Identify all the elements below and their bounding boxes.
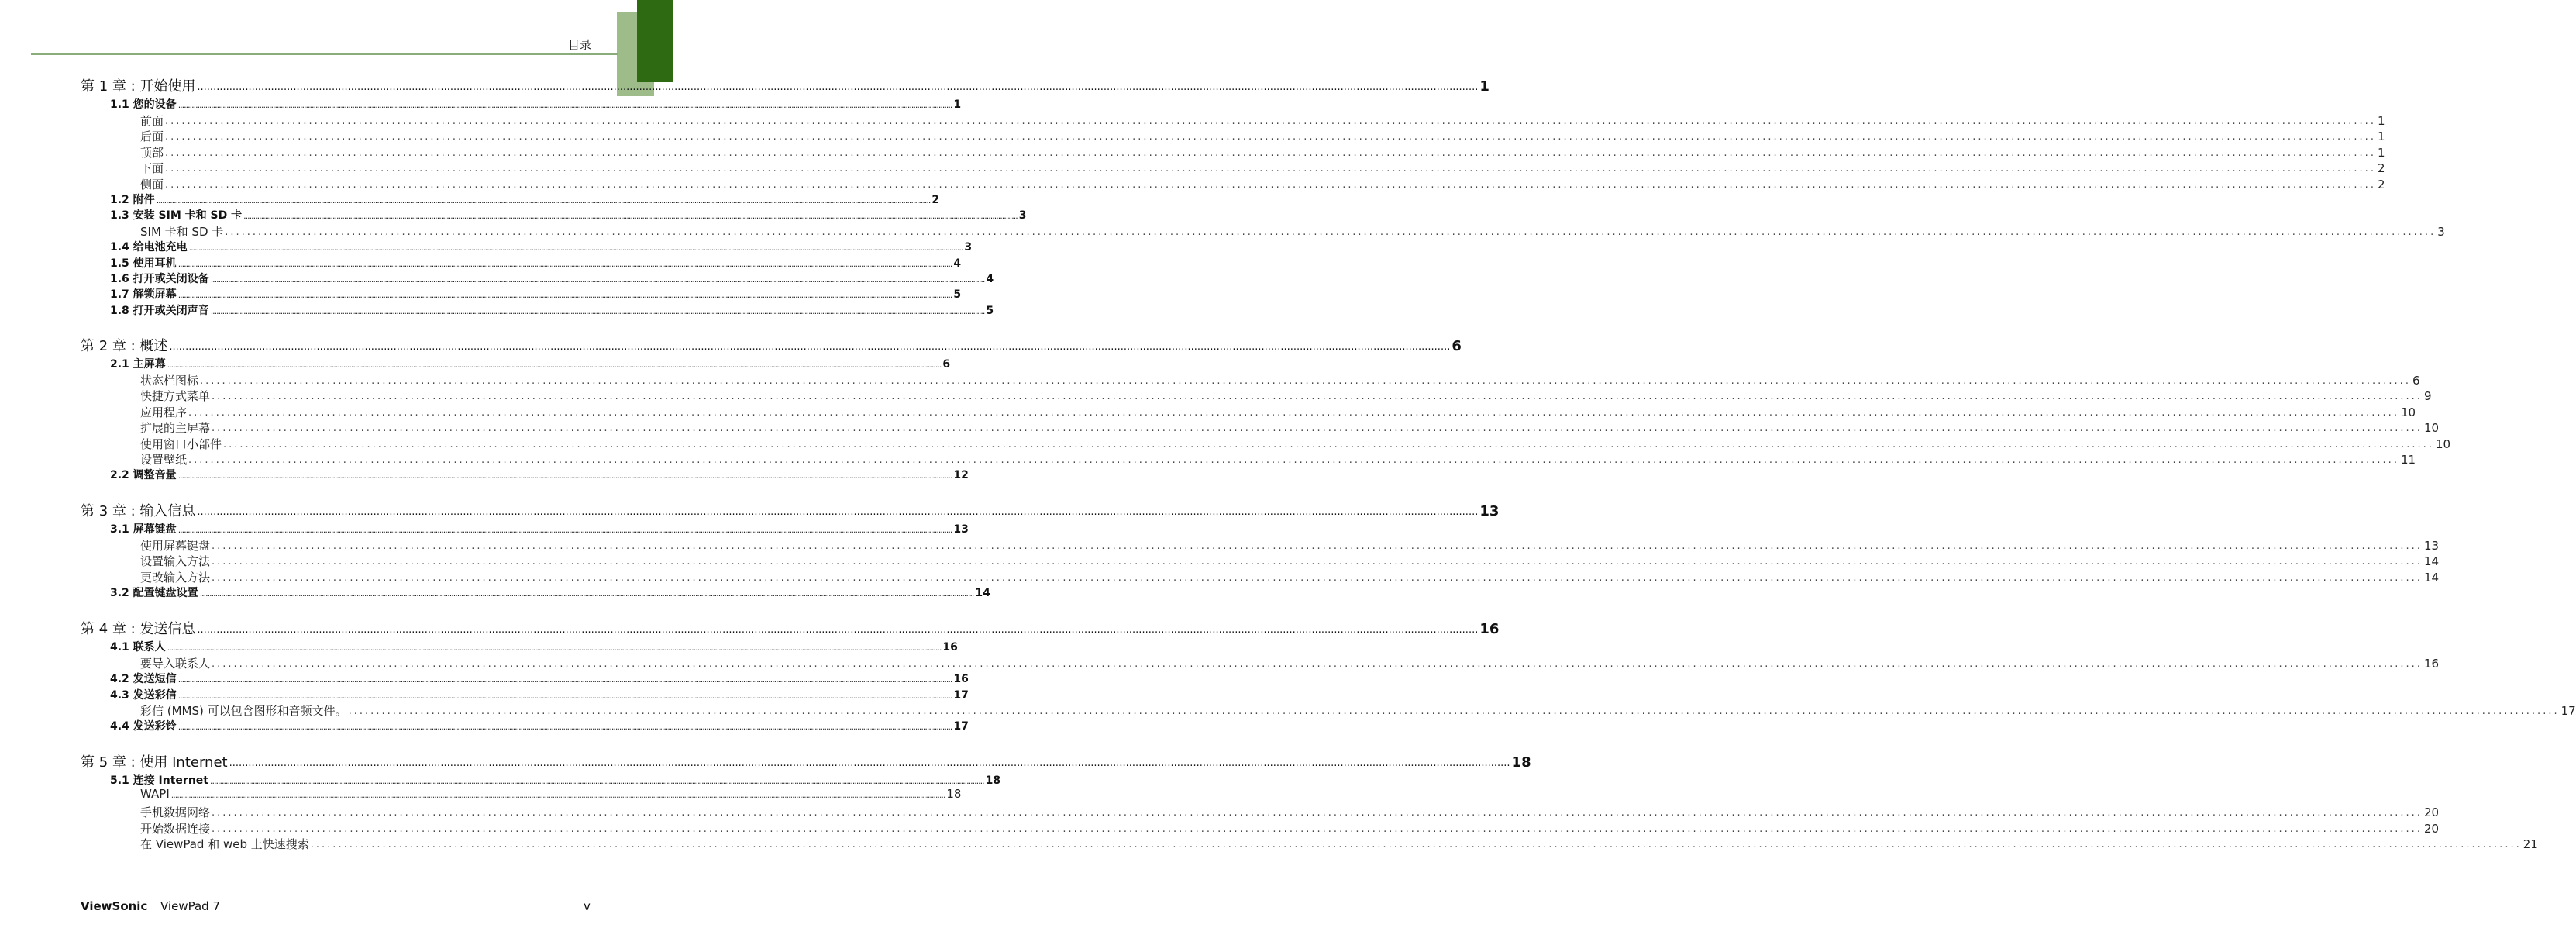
toc-subsection-entry[interactable] — [140, 787, 962, 801]
toc-subsection-entry[interactable] — [140, 554, 2440, 568]
toc-entry-page: 13 — [953, 523, 969, 536]
toc-section-entry[interactable] — [110, 98, 962, 111]
toc-entry-page: 1 — [2377, 129, 2385, 143]
toc-entry-page: 3 — [2437, 225, 2445, 239]
toc-entry-page: 20 — [2423, 822, 2440, 836]
toc-chapter-entry[interactable] — [81, 78, 1489, 95]
toc-entry-page: 5 — [953, 288, 962, 301]
toc-entry-label: 顶部 — [140, 146, 164, 160]
toc-entry-page: 1 — [2377, 114, 2385, 128]
toc-entry-label: 4.2 发送短信 — [110, 673, 177, 685]
toc-leader-dots: ................................................................................................................................................................................................................................................................................................................................................................................................................ — [165, 147, 2376, 159]
toc-leader-dots: ................................................................................................................................................................................................................................................................................................................................................................................................................ — [197, 506, 1479, 518]
toc-leader-dots: ................................................................................................................................................................................................................................................................................................................................................................................................................ — [177, 722, 952, 732]
toc-subsection-entry[interactable] — [140, 374, 2420, 388]
toc-entry-page: 5 — [986, 305, 994, 317]
toc-leader-dots: ................................................................................................................................................................................................................................................................................................................................................................................................................ — [212, 658, 2423, 670]
toc-entry-page: 18 — [985, 774, 1001, 787]
toc-leader-dots: ................................................................................................................................................................................................................................................................................................................................................................................................................ — [200, 375, 2411, 387]
toc-leader-dots: ................................................................................................................................................................................................................................................................................................................................................................................................................ — [177, 290, 952, 300]
toc-leader-dots: ................................................................................................................................................................................................................................................................................................................................................................................................................ — [156, 195, 931, 205]
toc-entry-page: 21 — [2523, 837, 2538, 851]
toc-entry-label: 第 2 章 : 概述 — [81, 338, 168, 354]
toc-leader-dots: ................................................................................................................................................................................................................................................................................................................................................................................................................ — [165, 163, 2376, 174]
toc-entry-label: 4.4 发送彩铃 — [110, 720, 177, 733]
toc-entry-page: 17 — [2561, 704, 2576, 718]
toc-entry-label: 1.4 给电池充电 — [110, 241, 188, 254]
toc-section-entry[interactable] — [110, 689, 969, 702]
toc-leader-dots: ................................................................................................................................................................................................................................................................................................................................................................................................................ — [310, 839, 2522, 850]
toc-leader-dots: ................................................................................................................................................................................................................................................................................................................................................................................................................ — [169, 341, 1451, 353]
toc-leader-dots: ................................................................................................................................................................................................................................................................................................................................................................................................................ — [223, 439, 2434, 450]
toc-entry-label: 1.3 安装 SIM 卡和 SD 卡 — [110, 209, 243, 222]
toc-leader-dots: ................................................................................................................................................................................................................................................................................................................................................................................................................ — [210, 274, 985, 285]
toc-section-entry[interactable] — [110, 469, 969, 481]
toc-entry-page: 14 — [2423, 554, 2440, 568]
toc-entry-page: 4 — [986, 273, 994, 285]
toc-entry-label: 1.5 使用耳机 — [110, 257, 177, 270]
toc-leader-dots: ................................................................................................................................................................................................................................................................................................................................................................................................................ — [209, 776, 984, 786]
toc-entry-label: 设置输入方法 — [140, 554, 211, 568]
toc-entry-label: 更改输入方法 — [140, 571, 211, 585]
footer-model: ViewPad 7 — [160, 899, 220, 913]
toc-entry-label: SIM 卡和 SD 卡 — [140, 225, 224, 239]
toc-entry-label: 第 3 章 : 输入信息 — [81, 503, 196, 519]
toc-leader-dots: ................................................................................................................................................................................................................................................................................................................................................................................................................ — [177, 100, 952, 110]
toc-entry-page: 18 — [946, 787, 962, 801]
toc-subsection-entry[interactable] — [140, 822, 2440, 836]
toc-section-entry[interactable] — [110, 641, 958, 654]
toc-entry-label: 在 ViewPad 和 web 上快速搜索 — [140, 837, 309, 851]
toc-entry-page: 16 — [953, 673, 969, 685]
toc-subsection-entry[interactable] — [140, 805, 2440, 819]
toc-subsection-entry[interactable] — [140, 657, 2440, 671]
toc-leader-dots: ................................................................................................................................................................................................................................................................................................................................................................................................................ — [197, 624, 1479, 636]
toc-entry-label: 第 4 章 : 发送信息 — [81, 621, 196, 637]
toc-entry-page: 2 — [2377, 161, 2385, 175]
toc-entry-label: 1.1 您的设备 — [110, 98, 177, 111]
toc-leader-dots: ................................................................................................................................................................................................................................................................................................................................................................................................................ — [177, 525, 952, 535]
toc-entry-label: 手机数据网络 — [140, 805, 211, 819]
toc-subsection-entry[interactable] — [140, 837, 2538, 851]
toc-chapter-entry[interactable] — [81, 338, 1462, 354]
toc-entry-label: 第 5 章 : 使用 Internet — [81, 754, 228, 771]
toc-entry-label: 4.1 联系人 — [110, 641, 166, 654]
toc-section-entry[interactable] — [110, 305, 994, 317]
toc-entry-page: 16 — [2423, 657, 2440, 671]
toc-leader-dots: ................................................................................................................................................................................................................................................................................................................................................................................................................ — [229, 757, 1510, 769]
toc-leader-dots: ................................................................................................................................................................................................................................................................................................................................................................................................................ — [225, 226, 2437, 238]
toc-leader-dots: ................................................................................................................................................................................................................................................................................................................................................................................................................ — [212, 572, 2423, 584]
toc-leader-dots: ................................................................................................................................................................................................................................................................................................................................................................................................................ — [177, 674, 952, 685]
toc-entry-page: 16 — [1479, 621, 1500, 637]
page-title: 目录 — [568, 38, 592, 52]
toc-entry-page: 1 — [2377, 146, 2385, 160]
toc-entry-page: 6 — [942, 358, 951, 371]
toc-entry-label: 1.6 打开或关闭设备 — [110, 273, 209, 285]
toc-leader-dots: ................................................................................................................................................................................................................................................................................................................................................................................................................ — [212, 423, 2423, 434]
toc-leader-dots: ................................................................................................................................................................................................................................................................................................................................................................................................................ — [243, 211, 1018, 221]
toc-entry-label: 使用窗口小部件 — [140, 437, 222, 451]
toc-leader-dots: ................................................................................................................................................................................................................................................................................................................................................................................................................ — [210, 306, 985, 316]
toc-subsection-entry[interactable] — [140, 453, 2416, 467]
toc-chapter-entry[interactable] — [81, 621, 1500, 637]
toc-entry-page: 20 — [2423, 805, 2440, 819]
toc-leader-dots: ................................................................................................................................................................................................................................................................................................................................................................................................................ — [199, 588, 974, 598]
toc-entry-page: 2 — [2377, 178, 2385, 191]
footer-brand: ViewSonic — [81, 899, 148, 913]
toc-leader-dots: ................................................................................................................................................................................................................................................................................................................................................................................................................ — [167, 643, 942, 653]
toc-entry-label: 1.2 附件 — [110, 194, 155, 206]
toc-leader-dots: ................................................................................................................................................................................................................................................................................................................................................................................................................ — [165, 131, 2376, 143]
toc-subsection-entry[interactable] — [140, 114, 2385, 128]
toc-entry-label: 扩展的主屏幕 — [140, 421, 211, 435]
toc-leader-dots: ................................................................................................................................................................................................................................................................................................................................................................................................................ — [188, 454, 2399, 466]
toc-entry-label: 后面 — [140, 129, 164, 143]
toc-section-entry[interactable] — [110, 587, 990, 599]
toc-entry-label: 彩信 (MMS) 可以包含图形和音频文件。 — [140, 704, 347, 718]
toc-entry-page: 11 — [2400, 453, 2416, 467]
toc-subsection-entry[interactable] — [140, 539, 2440, 553]
toc-leader-dots: ................................................................................................................................................................................................................................................................................................................................................................................................................ — [212, 540, 2423, 552]
toc-entry-page: 4 — [953, 257, 962, 270]
toc-leader-dots: ................................................................................................................................................................................................................................................................................................................................................................................................................ — [177, 471, 952, 481]
toc-entry-label: 5.1 连接 Internet — [110, 774, 208, 787]
toc-entry-page: 18 — [1511, 754, 1531, 771]
footer-page-number: v — [584, 899, 591, 913]
toc-entry-label: 设置壁纸 — [140, 453, 188, 467]
toc-entry-page: 2 — [932, 194, 940, 206]
toc-subsection-entry[interactable] — [140, 225, 2445, 239]
toc-leader-dots: ................................................................................................................................................................................................................................................................................................................................................................................................................ — [177, 691, 952, 701]
toc-subsection-entry[interactable] — [140, 437, 2451, 451]
toc-subsection-entry[interactable] — [140, 146, 2385, 160]
toc-leader-dots: ................................................................................................................................................................................................................................................................................................................................................................................................................ — [188, 243, 963, 253]
toc-section-entry[interactable] — [110, 209, 1027, 222]
toc-entry-page: 17 — [953, 720, 969, 733]
header-tab-dark — [637, 0, 673, 82]
toc-leader-dots: ................................................................................................................................................................................................................................................................................................................................................................................................................ — [170, 790, 945, 800]
toc-entry-label: 侧面 — [140, 178, 164, 191]
toc-leader-dots: ................................................................................................................................................................................................................................................................................................................................................................................................................ — [167, 360, 942, 370]
toc-entry-label: 4.3 发送彩信 — [110, 689, 177, 702]
toc-entry-label: 前面 — [140, 114, 164, 128]
toc-entry-label: 2.2 调整音量 — [110, 469, 177, 481]
toc-leader-dots: ................................................................................................................................................................................................................................................................................................................................................................................................................ — [348, 705, 2560, 717]
toc-section-entry[interactable] — [110, 358, 951, 371]
toc-entry-label: 开始数据连接 — [140, 822, 211, 836]
toc-entry-page: 13 — [2423, 539, 2440, 553]
toc-leader-dots: ................................................................................................................................................................................................................................................................................................................................................................................................................ — [212, 391, 2423, 402]
toc-section-entry[interactable] — [110, 241, 973, 254]
toc-entry-page: 13 — [1479, 503, 1500, 519]
toc-entry-label: 第 1 章 : 开始使用 — [81, 78, 196, 95]
toc-entry-page: 3 — [1018, 209, 1027, 222]
toc-entry-page: 17 — [953, 689, 969, 702]
toc-entry-page: 9 — [2423, 389, 2432, 403]
toc-entry-page: 6 — [1452, 338, 1462, 354]
toc-subsection-entry[interactable] — [140, 178, 2385, 191]
toc-section-entry[interactable] — [110, 273, 994, 285]
toc-entry-page: 16 — [942, 641, 958, 654]
toc-subsection-entry[interactable] — [140, 571, 2440, 585]
toc-section-entry[interactable] — [110, 257, 962, 270]
toc-section-entry[interactable] — [110, 194, 940, 206]
toc-subsection-entry[interactable] — [140, 421, 2440, 435]
toc-entry-label: 要导入联系人 — [140, 657, 211, 671]
toc-leader-dots: ................................................................................................................................................................................................................................................................................................................................................................................................................ — [212, 807, 2423, 819]
toc-leader-dots: ................................................................................................................................................................................................................................................................................................................................................................................................................ — [212, 556, 2423, 567]
toc-entry-page: 14 — [2423, 571, 2440, 585]
toc-entry-label: 应用程序 — [140, 405, 188, 419]
toc-entry-page: 3 — [964, 241, 973, 254]
toc-section-entry[interactable] — [110, 288, 962, 301]
toc-subsection-entry[interactable] — [140, 161, 2385, 175]
toc-leader-dots: ................................................................................................................................................................................................................................................................................................................................................................................................................ — [165, 116, 2376, 127]
toc-section-entry[interactable] — [110, 673, 969, 685]
toc-entry-page: 10 — [2435, 437, 2451, 451]
toc-section-entry[interactable] — [110, 720, 969, 733]
toc-entry-page: 6 — [2412, 374, 2420, 388]
header-rule — [31, 53, 618, 55]
toc-entry-label: 1.8 打开或关闭声音 — [110, 305, 209, 317]
toc-section-entry[interactable] — [110, 774, 1001, 787]
toc-chapter-entry[interactable] — [81, 503, 1500, 519]
toc-leader-dots: ................................................................................................................................................................................................................................................................................................................................................................................................................ — [212, 823, 2423, 835]
toc-entry-page: 10 — [2400, 405, 2416, 419]
toc-leader-dots: ................................................................................................................................................................................................................................................................................................................................................................................................................ — [197, 81, 1479, 93]
toc-leader-dots: ................................................................................................................................................................................................................................................................................................................................................................................................................ — [165, 179, 2376, 191]
toc-entry-label: 使用屏幕键盘 — [140, 539, 211, 553]
toc-entry-label: 3.2 配置键盘设置 — [110, 587, 198, 599]
toc-section-entry[interactable] — [110, 523, 969, 536]
toc-entry-page: 1 — [1479, 78, 1489, 95]
toc-subsection-entry[interactable] — [140, 389, 2432, 403]
toc-entry-label: 快捷方式菜单 — [140, 389, 211, 403]
toc-entry-label: 下面 — [140, 161, 164, 175]
toc-entry-label: WAPI — [140, 787, 170, 801]
toc-subsection-entry[interactable] — [140, 129, 2385, 143]
toc-leader-dots: ................................................................................................................................................................................................................................................................................................................................................................................................................ — [188, 407, 2399, 419]
toc-entry-page: 10 — [2423, 421, 2440, 435]
toc-entry-page: 14 — [975, 587, 990, 599]
toc-entry-label: 3.1 屏幕键盘 — [110, 523, 177, 536]
toc-subsection-entry[interactable] — [140, 405, 2416, 419]
toc-entry-page: 12 — [953, 469, 969, 481]
toc-entry-label: 2.1 主屏幕 — [110, 358, 166, 371]
toc-leader-dots: ................................................................................................................................................................................................................................................................................................................................................................................................................ — [177, 259, 952, 269]
toc-chapter-entry[interactable] — [81, 754, 1531, 771]
toc-entry-label: 状态栏图标 — [140, 374, 199, 388]
toc-subsection-entry[interactable] — [140, 704, 2576, 718]
toc-entry-label: 1.7 解锁屏幕 — [110, 288, 177, 301]
toc-entry-page: 1 — [953, 98, 962, 111]
